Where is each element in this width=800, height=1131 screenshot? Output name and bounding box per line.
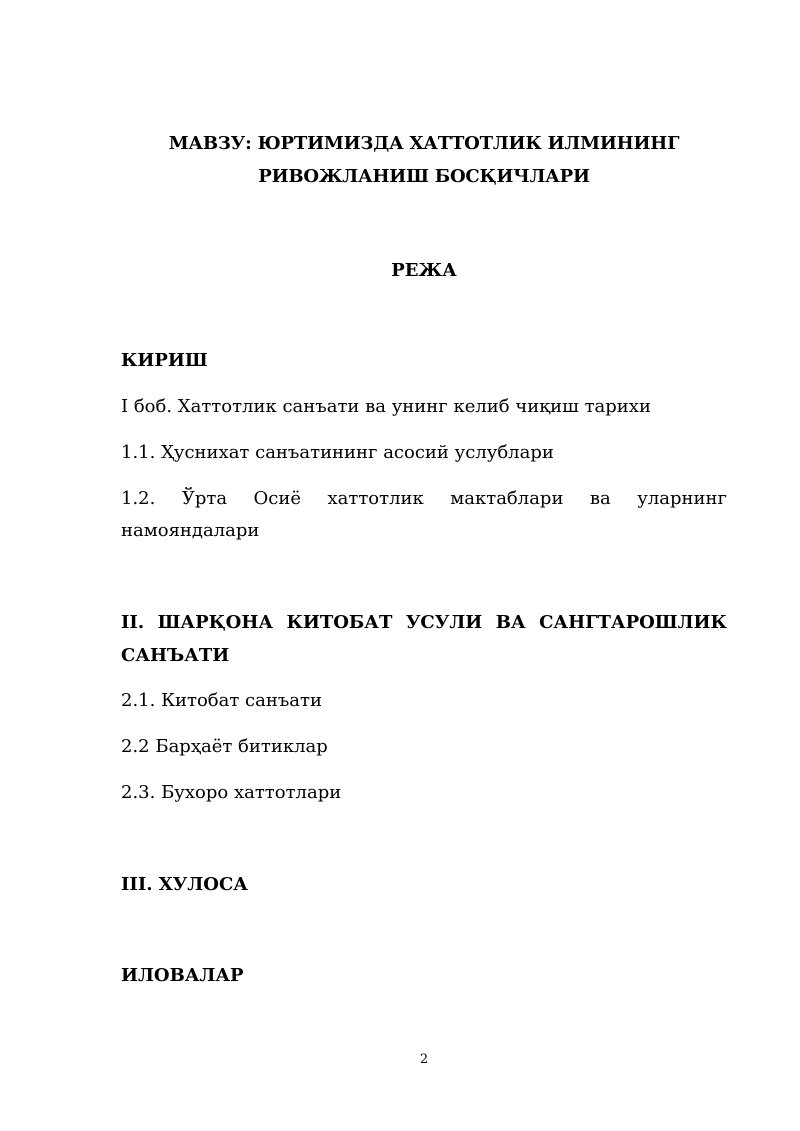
chapter-2-heading-line-2: САНЪАТИ xyxy=(121,645,230,666)
chapter-2-word: УСУЛИ xyxy=(405,612,483,633)
item-1-2-line-1 xyxy=(121,488,727,509)
intro-heading: КИРИШ xyxy=(121,350,208,371)
chapter-2-word: САНГТАРОШЛИК xyxy=(539,612,727,633)
chapter-2-word: КИТОБАТ xyxy=(286,612,393,633)
item-1-2-word: ва xyxy=(589,488,611,509)
page-number: 2 xyxy=(419,1052,429,1067)
chapter-2-word: II. xyxy=(121,612,145,633)
chapter-2-word: ВА xyxy=(495,612,526,633)
item-1-1: 1.1. Ҳуснихат санъатининг асосий услублари xyxy=(121,442,554,463)
chapter-1-heading: I боб. Хаттотлик санъати ва унинг келиб чиқиш тарихи xyxy=(121,396,651,417)
chapter-2-word: ШАРҚОНА xyxy=(157,612,273,633)
chapter-2-heading-line-1 xyxy=(121,612,727,633)
plan-heading: РЕЖА xyxy=(391,260,457,281)
appendix-heading: ИЛОВАЛАР xyxy=(121,965,244,986)
item-1-2-word: хаттотлик xyxy=(327,488,424,509)
item-2-1: 2.1. Китобат санъати xyxy=(121,690,322,711)
item-1-2-word: мактаблари xyxy=(450,488,564,509)
item-2-3: 2.3. Бухоро хаттотлари xyxy=(121,782,342,803)
item-1-2-word: 1.2. xyxy=(121,488,156,509)
title-line-2: РИВОЖЛАНИШ БОСҚИЧЛАРИ xyxy=(258,166,590,187)
item-1-2-line-2: намояндалари xyxy=(121,520,260,541)
item-1-2-word: Ўрта xyxy=(181,488,228,509)
item-1-2-word: Осиё xyxy=(253,488,302,509)
conclusion-heading: III. ХУЛОСА xyxy=(121,874,248,895)
item-2-2: 2.2 Барҳаёт битиклар xyxy=(121,736,328,757)
item-1-2-word: уларнинг xyxy=(637,488,727,509)
title-line-1: МАВЗУ: ЮРТИМИЗДА ХАТТОТЛИК ИЛМИНИНГ xyxy=(168,133,680,154)
